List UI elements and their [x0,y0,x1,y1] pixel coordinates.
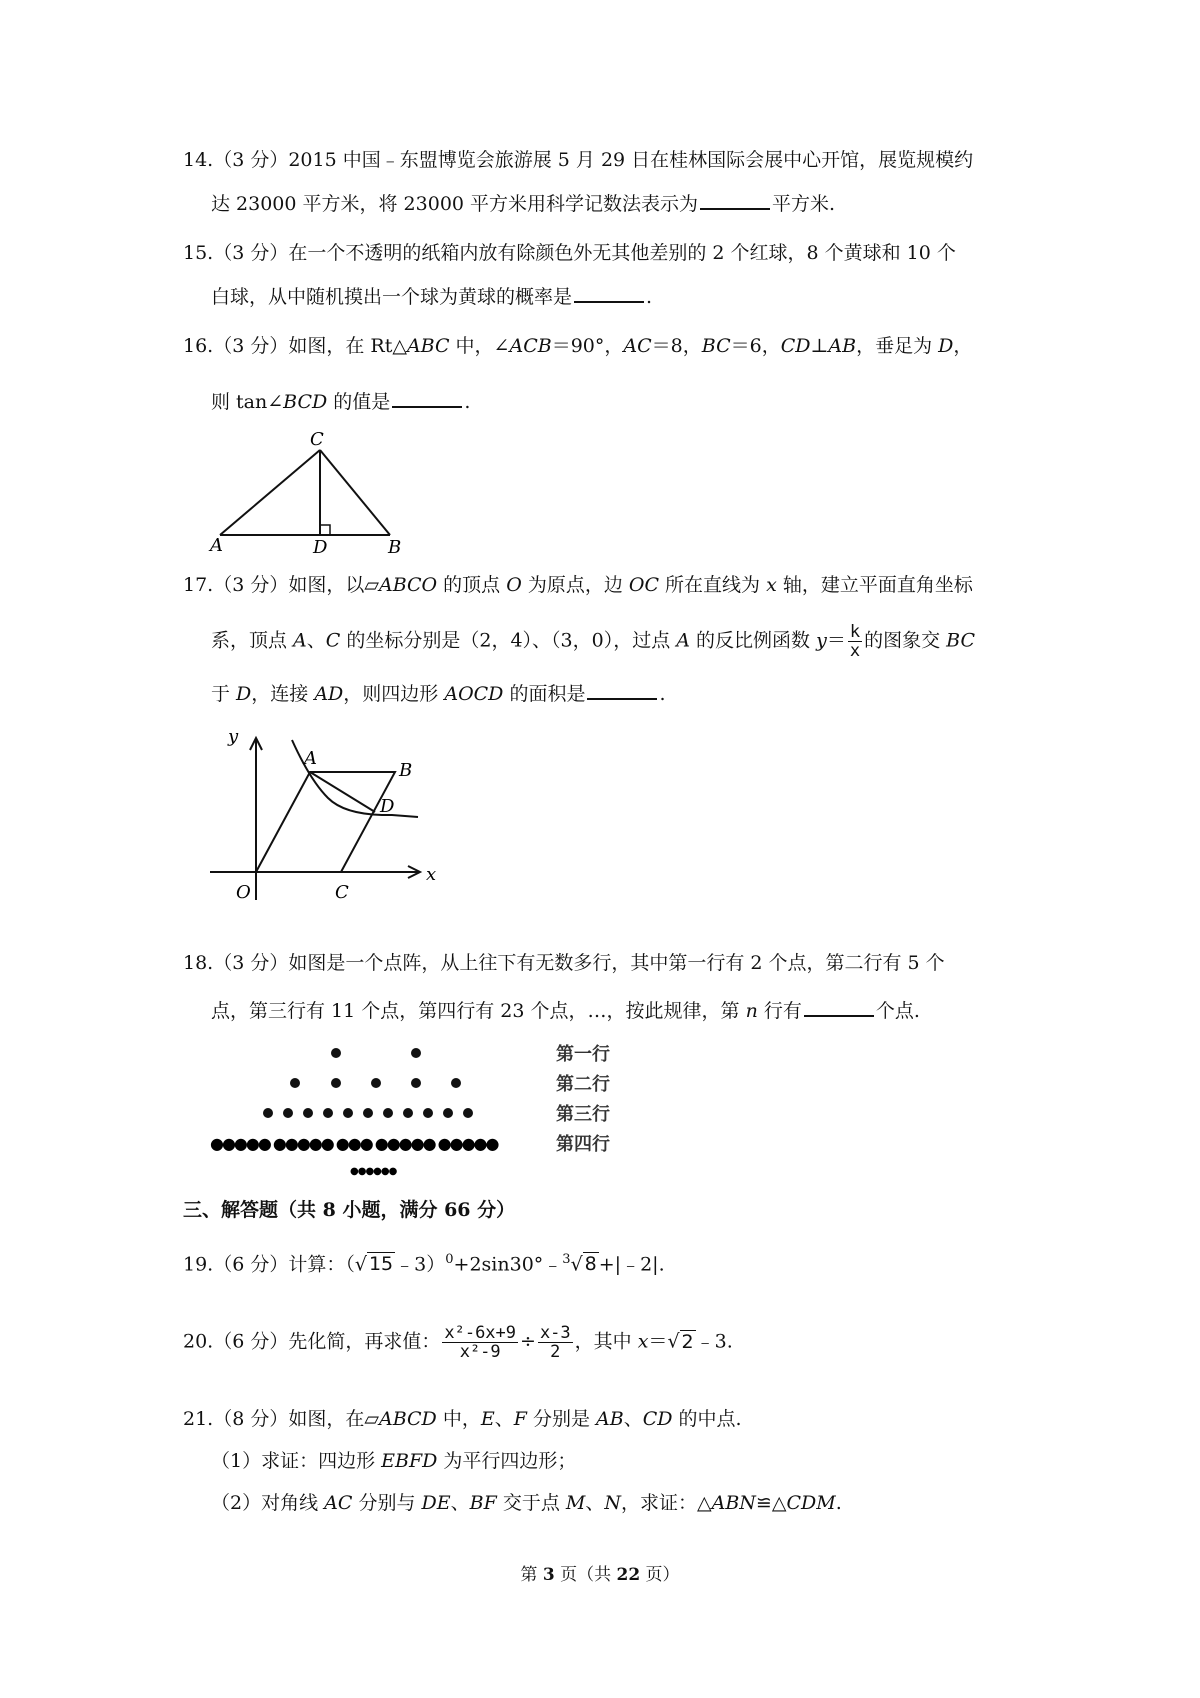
q21-text: 的中点. [672,1408,742,1430]
q14-line1: 14.（3 分）2015 中国﹣东盟博览会旅游展 5 月 29 日在桂林国际会展中心开馆，展览规模约 [183,149,974,171]
q16-text: 中，∠ [449,335,510,357]
q20-radicand: 2 [681,1330,694,1353]
q21-text: 21.（8 分）如图，在▱ [183,1408,379,1430]
q17-text: . [659,683,666,705]
dot [363,1108,373,1118]
right-angle-mark [320,525,330,535]
label-y: y [228,726,239,747]
page-number: 3 [542,1565,555,1585]
q17-text: 轴，建立平面直角坐标 [776,574,973,596]
q16-line2 [211,388,470,415]
dot [371,1078,381,1088]
footer-text: 页） [640,1565,680,1585]
section-heading: 三、解答题（共 8 小题，满分 66 分） [183,1199,516,1221]
q18-text: 个点. [875,1000,920,1022]
q16-text: ＝90°， [551,335,624,357]
q17-var: BC [946,629,976,652]
fraction-k-over-x [848,623,862,660]
q21-text: 分别是 [526,1408,596,1430]
q16-triangle-figure [200,425,420,555]
dot [283,1108,293,1118]
label-a: A [304,748,317,769]
segment-ac [220,450,320,535]
fraction-denominator: x²-9 [459,1342,501,1362]
q21-text: ≌△ [755,1492,787,1514]
q16-var: ABC [406,335,450,357]
q21-var: N [604,1492,621,1514]
q18-dot-lattice [200,1040,560,1180]
dot-row-5: ●●●●●● [350,1166,397,1177]
q17-text: 所在直线为 [659,574,767,596]
dot [331,1078,341,1088]
q17-var: O [506,574,522,596]
q19-radicand: 15 [368,1253,394,1276]
q16-var: AC [623,335,652,357]
q19-text: +2sin30°﹣ [453,1253,563,1276]
q17-coordinate-figure [200,720,460,930]
q15-line1: 15.（3 分）在一个不透明的纸箱内放有除颜色外无其他差别的 2 个红球，8 个黄球和 10 个 [183,242,956,264]
sqrt-sign: √ [354,1253,367,1276]
q21-var: DE [421,1492,451,1514]
dot-row-1 [331,1048,421,1058]
q19-text: 19.（6 分）计算：（ [183,1253,355,1276]
q17-text: 的图象交 [864,629,947,652]
q17-line2 [211,623,975,660]
row-label-2: 第二行 [556,1074,610,1095]
q20-text: 20.（6 分）先化简，再求值： [183,1330,441,1353]
q17-var: D [236,683,252,705]
q21-text: （1）求证：四边形 [211,1450,382,1472]
q17-var: AOCD [444,683,504,705]
q15-line2 [211,283,652,310]
q16-text: ⊥ [810,335,829,357]
label-c: C [335,882,349,903]
q21-part2 [211,1490,842,1516]
q18-text: 行有 [757,1000,802,1022]
dot [451,1078,461,1088]
q21-text: 、 [585,1492,605,1514]
page-footer [0,1560,1200,1585]
q16-line1 [183,333,972,359]
dot [303,1108,313,1118]
q18-var: n [745,1000,758,1022]
q14-text: 平方米. [772,193,836,215]
q21-line1 [183,1406,742,1432]
q21-var: M [565,1492,586,1514]
q21-text: 、 [494,1408,514,1430]
q17-text: 17.（3 分）如图，以▱ [183,574,379,596]
row-label-3: 第三行 [556,1104,610,1125]
dot [411,1048,421,1058]
label-b: B [388,537,402,555]
q17-var: x [766,574,777,596]
q21-var: CD [642,1408,673,1430]
q17-text: 系，顶点 [211,629,294,652]
q17-line1 [183,572,973,598]
sqrt-sign: √ [667,1330,680,1353]
dot [323,1108,333,1118]
q17-var: A [676,629,691,652]
q20-text: ，其中 [574,1330,638,1353]
q18-text: 点，第三行有 11 个点，第四行有 23 个点，…，按此规律，第 [211,1000,746,1022]
label-b: B [399,760,413,781]
q16-text: ＝8， [651,335,702,357]
q19-line [183,1247,665,1277]
q17-var: y [816,629,827,652]
q16-text: ， [953,335,973,357]
q19-text: ﹣3） [395,1253,446,1276]
q21-text: 中， [436,1408,481,1430]
q21-text: 、 [623,1408,643,1430]
fraction-1 [442,1324,518,1361]
label-d: D [313,537,328,555]
q19-radicand: 8 [584,1253,597,1276]
q16-var: CD [780,335,811,357]
label-d: D [380,796,395,817]
q17-text: 、 [306,629,326,652]
q16-text: ，垂足为 [856,335,939,357]
q14-line2 [211,190,835,217]
q21-text: （2）对角线 [211,1492,325,1514]
q20-line [183,1324,733,1361]
q17-var: OC [628,574,660,596]
q16-text: 的值是 [327,391,391,413]
q16-var: BCD [283,391,328,413]
q17-text: 于 [211,683,237,705]
q16-text: ＝6， [730,335,781,357]
q21-var: ABCD [378,1408,437,1430]
q20-text: ÷ [520,1330,536,1353]
dot [343,1108,353,1118]
q21-part1 [211,1448,576,1474]
fraction-denominator: x [849,641,861,661]
q21-text: 为平行四边形； [437,1450,577,1472]
answer-blank [392,388,462,408]
parallelogram-abco [256,772,395,872]
q17-text: ，则四边形 [343,683,445,705]
fraction-numerator: x-3 [539,1323,571,1343]
answer-blank [574,283,644,303]
segment-cb [320,450,390,535]
q21-var: ABN [711,1492,756,1514]
q17-var: AD [314,683,344,705]
q18-line1: 18.（3 分）如图是一个点阵，从上往下有无数多行，其中第一行有 2 个点，第二行有 5 个 [183,952,945,974]
q17-text: ＝ [826,629,846,652]
q16-text: 则 tan∠ [211,391,284,413]
dot [331,1048,341,1058]
q21-var: F [513,1408,527,1430]
q17-line3 [211,680,666,707]
answer-blank [700,190,770,210]
q20-text: ﹣3. [695,1330,733,1353]
q16-var: AB [828,335,857,357]
q20-text: ＝ [648,1330,668,1353]
q21-text: . [835,1492,842,1514]
q17-var: ABCO [378,574,438,596]
q14-text: 达 23000 平方米，将 23000 平方米用科学记数法表示为 [211,193,699,215]
q17-text: 的坐标分别是（2，4）、（3，0），过点 [340,629,677,652]
q17-var: A [293,629,307,652]
fraction-2 [538,1324,573,1361]
q17-var: C [325,629,341,652]
q16-var: ACB [509,335,552,357]
q16-var: BC [701,335,731,357]
q21-var: AC [324,1492,353,1514]
q21-var: CDM [786,1492,836,1514]
answer-blank [804,997,874,1017]
answer-blank [587,680,657,700]
dot-row-3 [263,1108,473,1118]
label-x: x [426,864,437,885]
q21-text: ，求证：△ [620,1492,712,1514]
footer-text: 页（共 [554,1565,617,1585]
fraction-denominator: 2 [550,1342,561,1362]
q16-text: . [464,391,471,413]
row-label-4: 第四行 [556,1134,610,1155]
total-pages: 22 [616,1565,641,1585]
dot-row-2 [290,1078,461,1088]
label-o: O [236,882,251,903]
dot [411,1078,421,1088]
q21-text: 交于点 [496,1492,566,1514]
dot [403,1108,413,1118]
q21-text: 分别与 [352,1492,422,1514]
segment-ad [310,772,375,812]
q18-line2 [211,997,920,1024]
label-c: C [310,429,324,450]
dot [423,1108,433,1118]
dot [443,1108,453,1118]
q21-var: E [480,1408,495,1430]
label-a: A [210,535,223,555]
q19-text: +|﹣2|. [598,1253,665,1276]
q17-text: 的反比例函数 [690,629,817,652]
sqrt-sign: √ [570,1253,583,1276]
q17-text: ，连接 [251,683,315,705]
q17-text: 的顶点 [437,574,507,596]
fraction-numerator: k [849,622,861,642]
fraction-numerator: x²-6x+9 [444,1323,517,1343]
q20-var: x [637,1330,649,1353]
q21-var: EBFD [381,1450,438,1472]
q17-text: 为原点，边 [521,574,629,596]
q19-root-index: 3 [562,1252,571,1267]
q16-text: 16.（3 分）如图，在 Rt△ [183,335,407,357]
dot [263,1108,273,1118]
q21-var: BF [469,1492,497,1514]
dot [383,1108,393,1118]
q19-exponent: 0 [445,1252,454,1267]
q21-text: 、 [450,1492,470,1514]
q15-text: . [646,286,653,308]
footer-text: 第 [520,1565,543,1585]
dot [290,1078,300,1088]
q21-var: AB [596,1408,624,1430]
q16-var: D [938,335,954,357]
q15-text: 白球，从中随机摸出一个球为黄球的概率是 [211,286,573,308]
dot [463,1108,473,1118]
q17-text: 的面积是 [503,683,586,705]
row-label-1: 第一行 [556,1044,610,1065]
dot-row-4: ●●●●● ●●●●● ●●● ●●●●● ●●●●● [210,1134,498,1153]
